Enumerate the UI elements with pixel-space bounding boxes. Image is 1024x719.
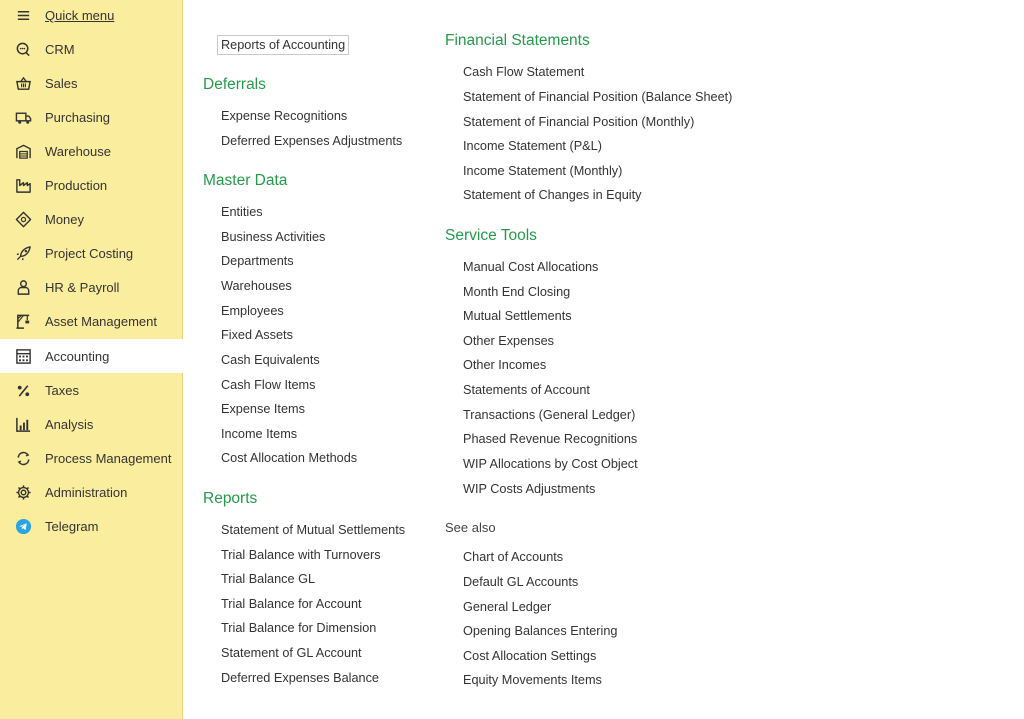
truck-icon <box>14 108 32 126</box>
sidebar-item-label: Purchasing <box>45 109 111 125</box>
sidebar-item-hr-payroll[interactable] <box>0 270 183 304</box>
warehouse-icon <box>14 142 32 160</box>
sidebar-item-money[interactable] <box>0 202 183 236</box>
sidebar-item-accounting[interactable] <box>0 339 183 373</box>
section-title-service-tools: Service Tools <box>445 227 537 244</box>
link-opening-balances-entering[interactable]: Opening Balances Entering <box>463 624 618 638</box>
link-general-ledger[interactable]: General Ledger <box>463 600 552 614</box>
link-other-incomes[interactable]: Other Incomes <box>463 358 547 372</box>
sidebar-item-process-management[interactable] <box>0 441 183 475</box>
sidebar-item-label: Production <box>45 177 108 193</box>
link-wip-allocations[interactable]: WIP Allocations by Cost Object <box>463 457 638 471</box>
link-income-statement-monthly[interactable]: Income Statement (Monthly) <box>463 164 623 178</box>
link-deferred-expenses-balance[interactable]: Deferred Expenses Balance <box>221 671 379 685</box>
cycle-icon <box>14 449 32 467</box>
sidebar-item-label: Quick menu <box>45 8 115 23</box>
crane-icon <box>14 312 32 330</box>
link-wip-costs-adjustments[interactable]: WIP Costs Adjustments <box>463 482 596 496</box>
telegram-icon <box>14 517 32 535</box>
link-cash-flow-statement[interactable]: Cash Flow Statement <box>463 65 585 79</box>
link-fixed-assets[interactable]: Fixed Assets <box>221 328 293 342</box>
sidebar-item-analysis[interactable] <box>0 407 183 441</box>
gear-icon <box>14 483 32 501</box>
link-transactions-general-ledger[interactable]: Transactions (General Ledger) <box>463 408 636 422</box>
link-statements-of-account[interactable]: Statements of Account <box>463 383 590 397</box>
link-cash-flow-items[interactable]: Cash Flow Items <box>221 378 316 392</box>
link-phased-revenue-recognitions[interactable]: Phased Revenue Recognitions <box>463 432 638 446</box>
section-title-master-data: Master Data <box>203 172 288 189</box>
link-income-statement[interactable]: Income Statement (P&L) <box>463 139 602 153</box>
sidebar-item-production[interactable] <box>0 168 183 202</box>
rocket-icon <box>14 244 32 262</box>
sidebar-item-label: Sales <box>45 75 78 91</box>
link-cash-equivalents[interactable]: Cash Equivalents <box>221 353 320 367</box>
link-statement-of-mutual-settlements[interactable]: Statement of Mutual Settlements <box>221 523 406 537</box>
link-mutual-settlements[interactable]: Mutual Settlements <box>463 309 572 323</box>
reports-of-accounting-link[interactable]: Reports of Accounting <box>217 35 349 55</box>
main-content <box>184 0 1024 719</box>
link-cost-allocation-methods[interactable]: Cost Allocation Methods <box>221 451 358 465</box>
sidebar-item-taxes[interactable] <box>0 373 183 407</box>
link-statement-of-gl-account[interactable]: Statement of GL Account <box>221 646 362 660</box>
link-income-items[interactable]: Income Items <box>221 427 298 441</box>
basket-icon <box>14 74 32 92</box>
person-icon <box>14 278 32 296</box>
percent-icon <box>14 381 32 399</box>
link-business-activities[interactable]: Business Activities <box>221 230 326 244</box>
link-departments[interactable]: Departments <box>221 254 294 268</box>
sidebar <box>0 0 183 719</box>
sidebar-item-label: Taxes <box>45 382 79 398</box>
sidebar-item-label: Warehouse <box>45 143 111 159</box>
link-trial-balance-for-account[interactable]: Trial Balance for Account <box>221 597 362 611</box>
sidebar-item-label: Money <box>45 211 85 227</box>
sidebar-item-label: Administration <box>45 484 128 500</box>
link-trial-balance-for-dimension[interactable]: Trial Balance for Dimension <box>221 621 377 635</box>
section-title-see-also: See also <box>445 520 496 535</box>
link-balance-sheet[interactable]: Statement of Financial Position (Balance Sheet) <box>463 90 733 104</box>
factory-icon <box>14 176 32 194</box>
sidebar-item-project-costing[interactable] <box>0 236 183 270</box>
sidebar-item-asset-management[interactable] <box>0 304 183 338</box>
sidebar-item-label: Process Management <box>45 450 172 466</box>
sidebar-item-administration[interactable] <box>0 475 183 509</box>
sidebar-item-label: Telegram <box>45 518 99 534</box>
section-title-financial-statements: Financial Statements <box>445 32 590 49</box>
link-deferred-expenses-adjustments[interactable]: Deferred Expenses Adjustments <box>221 134 403 148</box>
link-expense-items[interactable]: Expense Items <box>221 402 305 416</box>
link-financial-position-monthly[interactable]: Statement of Financial Position (Monthly) <box>463 115 695 129</box>
link-entities[interactable]: Entities <box>221 205 263 219</box>
link-employees[interactable]: Employees <box>221 304 284 318</box>
link-cost-allocation-settings[interactable]: Cost Allocation Settings <box>463 649 597 663</box>
link-default-gl-accounts[interactable]: Default GL Accounts <box>463 575 579 589</box>
calculator-icon <box>14 347 32 365</box>
sidebar-item-label: Accounting <box>45 348 110 364</box>
sidebar-item-sales[interactable] <box>0 66 183 100</box>
link-warehouses[interactable]: Warehouses <box>221 279 292 293</box>
link-trial-balance-with-turnovers[interactable]: Trial Balance with Turnovers <box>221 548 381 562</box>
link-expense-recognitions[interactable]: Expense Recognitions <box>221 109 348 123</box>
section-title-reports: Reports <box>203 490 258 507</box>
sidebar-item-label: Analysis <box>45 416 94 432</box>
sidebar-item-purchasing[interactable] <box>0 100 183 134</box>
sidebar-item-label: HR & Payroll <box>45 279 120 295</box>
sidebar-item-telegram[interactable] <box>0 509 183 543</box>
sidebar-item-quick-menu[interactable] <box>0 0 183 31</box>
money-icon <box>14 210 32 228</box>
sidebar-item-warehouse[interactable] <box>0 134 183 168</box>
link-other-expenses[interactable]: Other Expenses <box>463 334 554 348</box>
link-equity-movements-items[interactable]: Equity Movements Items <box>463 673 602 687</box>
hamburger-icon <box>14 7 32 25</box>
section-title-deferrals: Deferrals <box>203 76 266 93</box>
sidebar-item-label: CRM <box>45 41 75 57</box>
link-manual-cost-allocations[interactable]: Manual Cost Allocations <box>463 260 599 274</box>
link-trial-balance-gl[interactable]: Trial Balance GL <box>221 572 316 586</box>
sidebar-item-crm[interactable] <box>0 32 183 66</box>
link-chart-of-accounts[interactable]: Chart of Accounts <box>463 550 564 564</box>
bar-chart-icon <box>14 415 32 433</box>
link-changes-in-equity[interactable]: Statement of Changes in Equity <box>463 188 642 202</box>
link-month-end-closing[interactable]: Month End Closing <box>463 285 571 299</box>
sidebar-item-label: Asset Management <box>45 313 158 329</box>
chat-icon <box>14 40 32 58</box>
sidebar-item-label: Project Costing <box>45 245 134 261</box>
